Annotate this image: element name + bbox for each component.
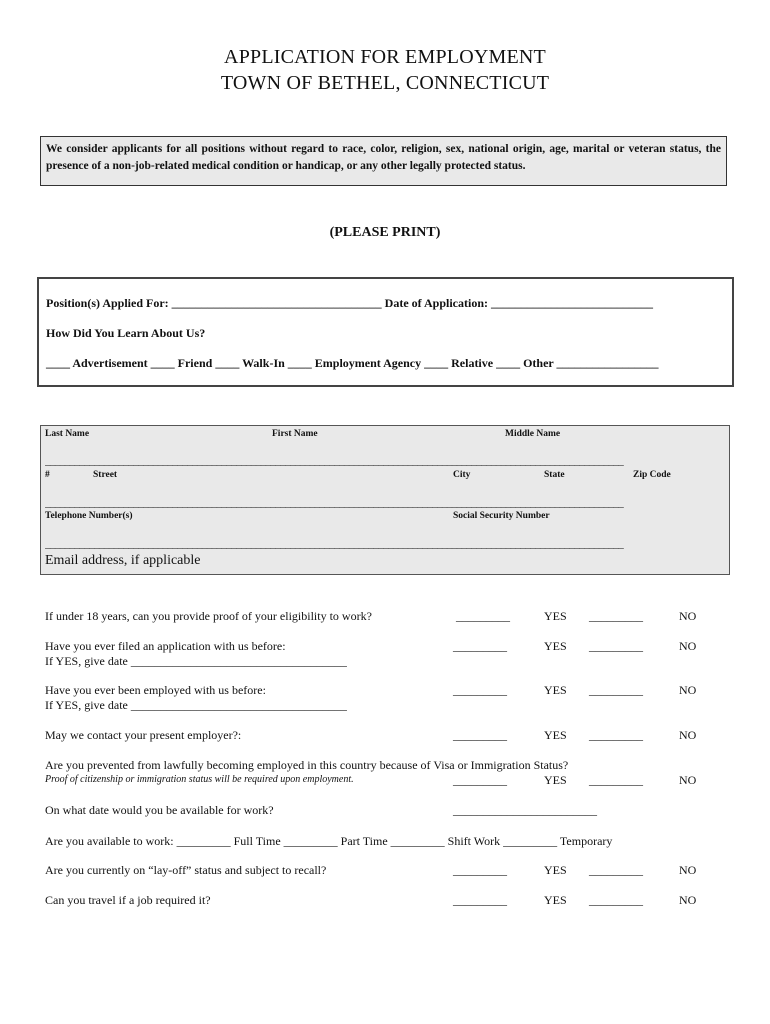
question-contact-employer: May we contact your present employer?: xyxy=(45,728,242,742)
q5-no-label: NO xyxy=(679,773,697,787)
q9-no-label: NO xyxy=(679,893,697,907)
please-print-heading: (PLEASE PRINT) xyxy=(329,225,441,240)
question-filed-before: Have you ever filed an application with us before: xyxy=(45,639,286,653)
address-input-line[interactable]: ______________________________________________________________________________________________________________________ xyxy=(45,497,624,509)
q3-no-blank[interactable]: _________ xyxy=(589,683,643,697)
q3-yes-blank[interactable]: _________ xyxy=(453,683,507,697)
phone-input-line[interactable]: ______________________________________________________________________________________________________________________ xyxy=(45,538,624,550)
q5-yes-blank[interactable]: _________ xyxy=(453,773,507,787)
employed-before-date-field[interactable]: If YES, give date ____________________________________ xyxy=(45,698,347,712)
filed-before-date-field[interactable]: If YES, give date ____________________________________ xyxy=(45,654,347,668)
q8-no-label: NO xyxy=(679,863,697,877)
question-visa-status: Are you prevented from lawfully becoming employed in this country because of Visa or Immigration Status? xyxy=(45,758,569,772)
q1-yes-blank[interactable]: _________ xyxy=(456,609,510,623)
state-label: State xyxy=(544,470,565,480)
q3-yes-label: YES xyxy=(544,683,567,697)
form-title-line2: TOWN OF BETHEL, CONNECTICUT xyxy=(220,72,550,94)
q4-no-blank[interactable]: _________ xyxy=(589,728,643,742)
q4-yes-label: YES xyxy=(544,728,567,742)
q2-no-label: NO xyxy=(679,639,697,653)
position-applied-field[interactable]: Position(s) Applied For: ___________________________________ Date of Application: ___________________________ xyxy=(46,296,654,310)
q1-yes-label: YES xyxy=(544,609,567,623)
q2-yes-blank[interactable]: _________ xyxy=(453,639,507,653)
q5-yes-label: YES xyxy=(544,773,567,787)
q8-yes-blank[interactable]: _________ xyxy=(453,863,507,877)
referral-source-options[interactable]: ____ Advertisement ____ Friend ____ Walk-In ____ Employment Agency ____ Relative ____ Other _________________ xyxy=(46,356,659,370)
question-travel: Can you travel if a job required it? xyxy=(45,893,211,907)
zip-code-label: Zip Code xyxy=(633,470,671,480)
question-under-18: If under 18 years, can you provide proof of your eligibility to work? xyxy=(45,609,372,623)
middle-name-label: Middle Name xyxy=(505,429,561,439)
city-label: City xyxy=(453,470,471,480)
q4-no-label: NO xyxy=(679,728,697,742)
citizenship-proof-note: Proof of citizenship or immigration status will be required upon employment. xyxy=(45,774,354,785)
email-label: Email address, if applicable xyxy=(45,553,201,568)
q1-no-blank[interactable]: _________ xyxy=(589,609,643,623)
q5-no-blank[interactable]: _________ xyxy=(589,773,643,787)
available-date-field[interactable]: ________________________ xyxy=(453,803,597,817)
first-name-label: First Name xyxy=(272,429,318,439)
form-title-line1: APPLICATION FOR EMPLOYMENT xyxy=(224,46,546,68)
question-available-date: On what date would you be available for work? xyxy=(45,803,274,817)
q8-no-blank[interactable]: _________ xyxy=(589,863,643,877)
eeo-notice: We consider applicants for all positions without regard to race, color, religion, sex, national origin, age, marital or veteran status, the presence of a non-job-related medical condition or handicap, or any other legally protected status. xyxy=(40,136,727,186)
question-lay-off: Are you currently on “lay-off” status and subject to recall? xyxy=(45,863,327,877)
q9-yes-blank[interactable]: _________ xyxy=(453,893,507,907)
street-label: Street xyxy=(93,470,118,480)
q1-no-label: NO xyxy=(679,609,697,623)
house-number-label: # xyxy=(45,470,50,480)
q2-yes-label: YES xyxy=(544,639,567,653)
last-name-label: Last Name xyxy=(45,429,90,439)
q4-yes-blank[interactable]: _________ xyxy=(453,728,507,742)
q8-yes-label: YES xyxy=(544,863,567,877)
question-work-availability[interactable]: Are you available to work: _________ Full Time _________ Part Time _________ Shift Work _________ Temporary xyxy=(45,834,613,848)
q3-no-label: NO xyxy=(679,683,697,697)
q9-no-blank[interactable]: _________ xyxy=(589,893,643,907)
ssn-label: Social Security Number xyxy=(453,511,550,521)
q2-no-blank[interactable]: _________ xyxy=(589,639,643,653)
name-input-line[interactable]: ______________________________________________________________________________________________________________________ xyxy=(45,455,624,467)
question-employed-before: Have you ever been employed with us before: xyxy=(45,683,266,697)
telephone-label: Telephone Number(s) xyxy=(45,511,133,521)
q9-yes-label: YES xyxy=(544,893,567,907)
learn-about-us-heading: How Did You Learn About Us? xyxy=(46,326,206,340)
